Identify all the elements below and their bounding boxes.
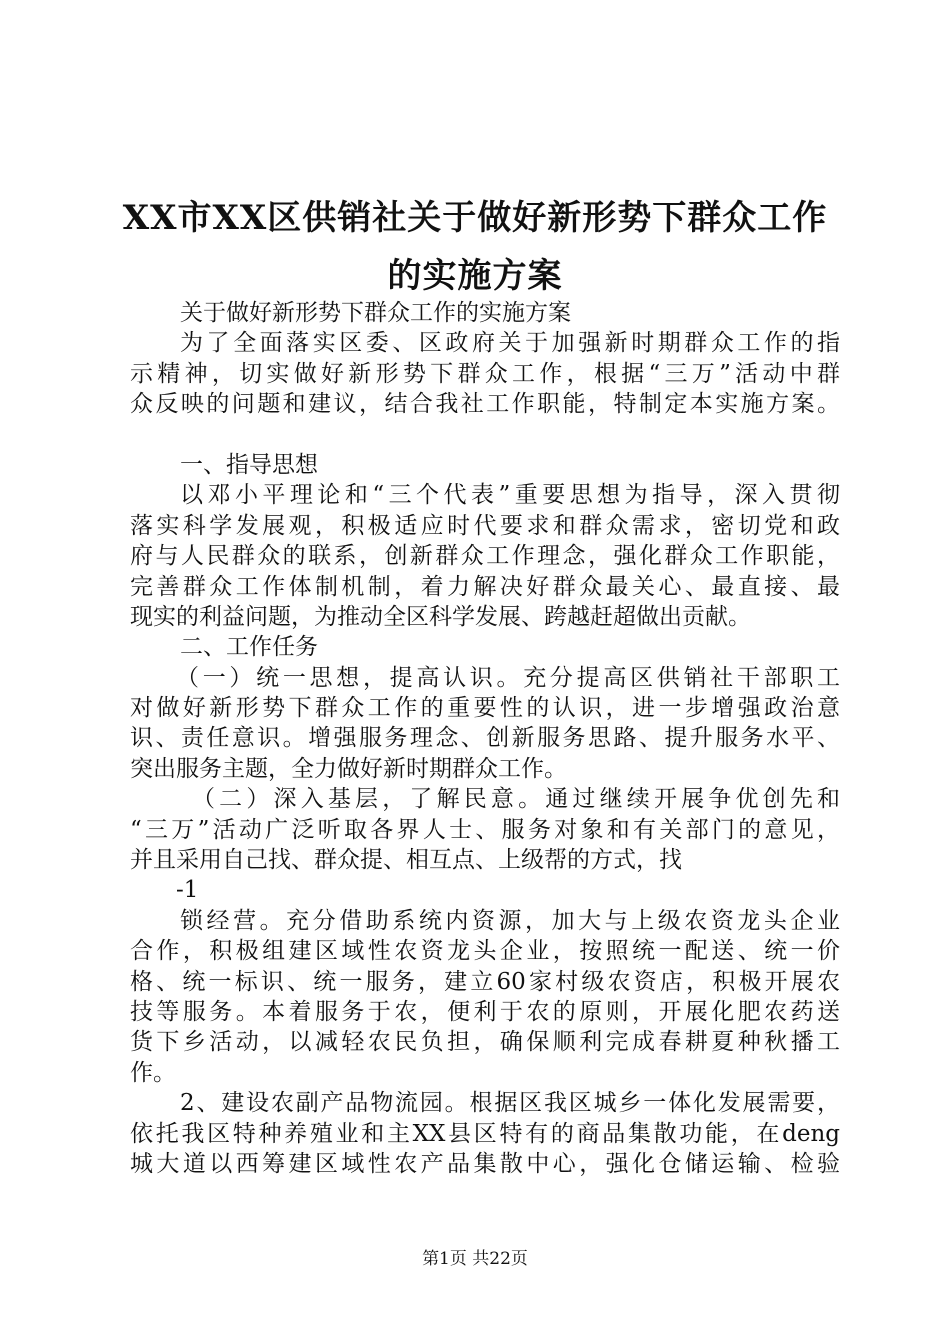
body-line: 突出服务主题，全力做好新时期群众工作。: [130, 755, 567, 782]
body-line: 合作，积极组建区域性农资龙头企业，按照统一配送、统一价: [130, 938, 840, 965]
body-line: 完善群众工作体制机制，着力解决好群众最关心、最直接、最: [130, 573, 840, 600]
body-line: 并且采用自己找、群众提、相互点、上级帮的方式，找: [130, 847, 682, 874]
body-line: （一）统一思想，提高认识。充分提高区供销社干部职工: [176, 664, 840, 691]
section-heading: 二、工作任务: [180, 634, 318, 661]
body-line: 对做好新形势下群众工作的重要性的认识，进一步增强政治意: [130, 695, 840, 722]
body-line: 城大道以西筹建区域性农产品集散中心，强化仓储运输、检验: [130, 1150, 840, 1177]
document-body: [130, 298, 840, 1179]
body-line: 作。: [130, 1059, 176, 1086]
body-line: 府与人民群众的联系，创新群众工作理念，强化群众工作职能，: [130, 543, 840, 570]
page-number-footer: 第1页 共22页: [422, 1249, 528, 1269]
document-title-line-1: XX市XX区供销社关于做好新形势下群众工作: [122, 198, 828, 238]
body-line: 众反映的问题和建议，结合我社工作职能，特制定本实施方案。: [130, 391, 840, 418]
page-marker: -1: [176, 877, 199, 904]
body-line: 锁经营。充分借助系统内资源，加大与上级农资龙头企业: [180, 907, 840, 934]
document-title-line-2: 的实施方案: [387, 256, 563, 296]
body-line: 落实科学发展观，积极适应时代要求和群众需求，密切党和政: [130, 512, 840, 539]
body-line: 依托我区特种养殖业和主XX县区特有的商品集散功能，在deng: [130, 1120, 840, 1147]
body-line: 识、责任意识。增强服务理念、创新服务思路、提升服务水平、: [130, 725, 840, 752]
body-line: 关于做好新形势下群众工作的实施方案: [180, 300, 571, 326]
body-line: 技等服务。本着服务于农，便利于农的原则，开展化肥农药送: [130, 998, 840, 1025]
blank-line: [130, 420, 840, 450]
body-line: 以邓小平理论和“三个代表”重要思想为指导，深入贯彻: [180, 482, 840, 509]
body-line: 示精神，切实做好新形势下群众工作，根据“三万”活动中群: [130, 360, 840, 387]
body-line: 为了全面落实区委、区政府关于加强新时期群众工作的指: [180, 330, 840, 357]
body-line: 货下乡活动，以减轻农民负担，确保顺利完成春耕夏种秋播工: [130, 1029, 840, 1056]
body-line: 现实的利益问题，为推动全区科学发展、跨越赶超做出贡献。: [130, 603, 751, 630]
body-line: “三万”活动广泛听取各界人士、服务对象和有关部门的意见，: [130, 816, 840, 843]
section-heading: 一、指导思想: [180, 451, 318, 478]
body-line: 格、统一标识、统一服务，建立60家村级农资店，积极开展农: [130, 968, 840, 995]
body-line: （二）深入基层，了解民意。通过继续开展争优创先和: [192, 786, 840, 813]
body-line: 2、建设农副产品物流园。根据区我区城乡一体化发展需要，: [180, 1090, 840, 1117]
